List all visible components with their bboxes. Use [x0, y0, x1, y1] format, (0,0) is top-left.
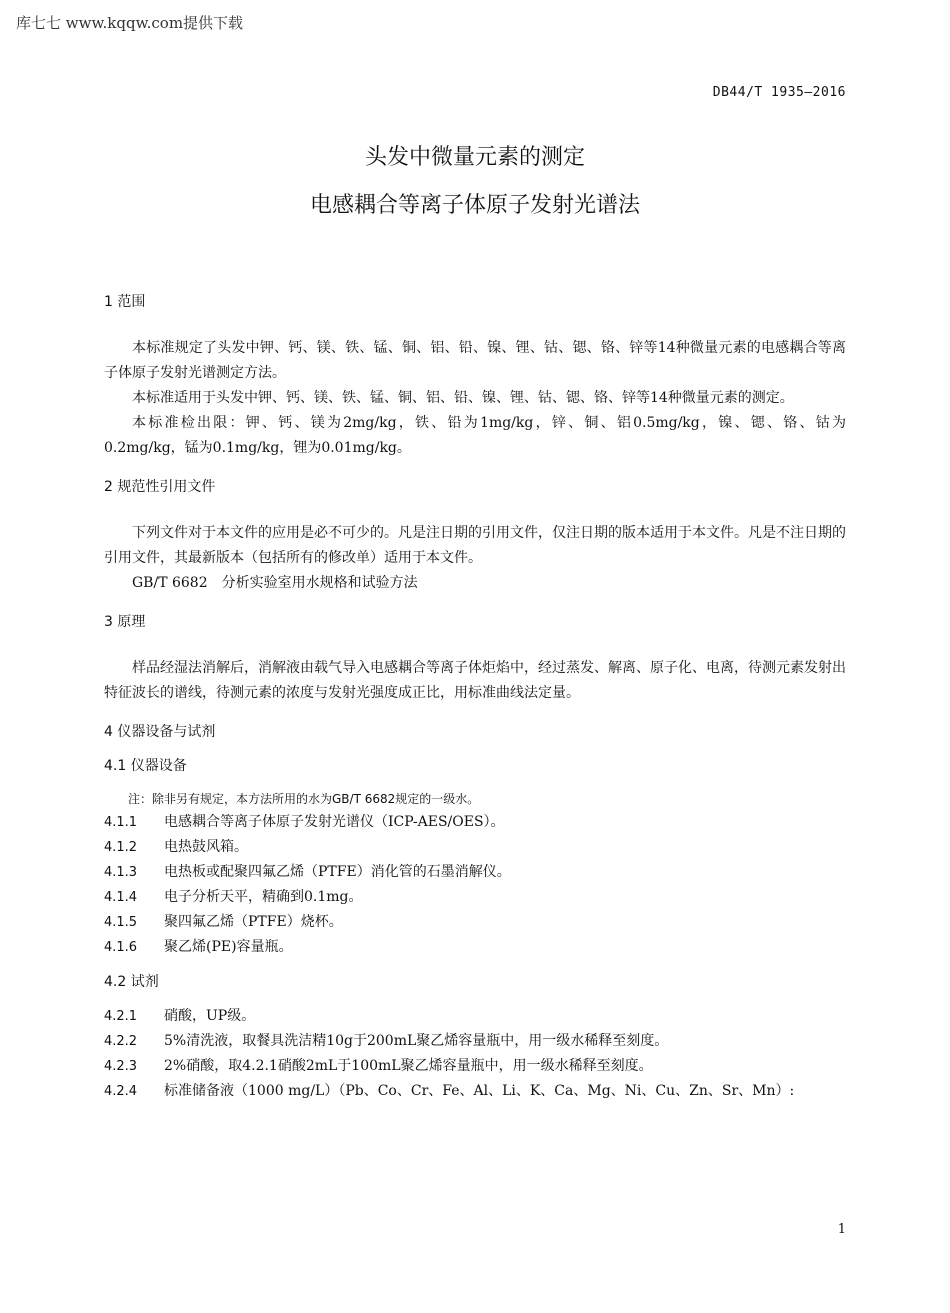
list-item [104, 835, 846, 860]
item-text: 聚乙烯(PE)容量瓶。 [164, 939, 293, 955]
item-text: 标准储备液（1000 mg/L）（Pb、Co、Cr、Fe、Al、Li、K、Ca、Mg、Ni、Cu、Zn、Sr、Mn）: [164, 1083, 795, 1099]
item-number: 4.2.1 [104, 1009, 138, 1024]
item-text: 电感耦合等离子体原子发射光谱仪（ICP-AES/OES）。 [164, 814, 505, 830]
document-title-line2: 电感耦合等离子体原子发射光谱法 [309, 193, 640, 218]
watermark-text: 库七七 www.kqqw.com提供下载 [16, 14, 244, 32]
item-number: 4.2.4 [104, 1084, 138, 1099]
subsection-heading-apparatus: 4.1 仪器设备 [104, 758, 187, 774]
item-number: 4.1.2 [104, 840, 138, 855]
section-heading-principle: 3 原理 [104, 614, 146, 630]
section-heading-references: 2 规范性引用文件 [104, 479, 216, 495]
list-item [104, 1054, 846, 1079]
subsection-heading-reagents: 4.2 试剂 [104, 974, 159, 990]
item-text: 聚四氟乙烯（PTFE）烧杯。 [164, 914, 343, 930]
item-number: 4.2.2 [104, 1034, 138, 1049]
item-number: 4.1.6 [104, 940, 138, 955]
document-body [104, 290, 846, 1104]
item-text: 5%清洗液，取餐具洗洁精10g于200mL聚乙烯容量瓶中，用一级水稀释至刻度。 [164, 1033, 669, 1049]
references-paragraph: 下列文件对于本文件的应用是必不可少的。凡是注日期的引用文件，仅注日期的版本适用于本文件。凡是不注日期的引用文件，其最新版本（包括所有的修改单）适用于本文件。 [104, 525, 846, 566]
list-item [104, 860, 846, 885]
item-text: 2%硝酸，取4.2.1硝酸2mL于100mL聚乙烯容量瓶中，用一级水稀释至刻度。 [164, 1058, 653, 1074]
list-item [104, 935, 846, 960]
list-item [104, 1029, 846, 1054]
standard-number: DB44/T 1935—2016 [712, 85, 846, 100]
list-item [104, 810, 846, 835]
item-text: 硝酸，UP级。 [164, 1008, 256, 1024]
scope-paragraph: 本标准适用于头发中钾、钙、镁、铁、锰、铜、铝、铅、镍、锂、钴、锶、铬、锌等14种微量元素的测定。 [132, 390, 794, 406]
water-note: 注：除非另有规定，本方法所用的水为GB/T 6682规定的一级水。 [128, 792, 480, 806]
list-item [104, 1004, 846, 1029]
item-number: 4.1.5 [104, 915, 138, 930]
list-item [104, 885, 846, 910]
scope-paragraph: 本标准检出限：钾、钙、镁为2mg/kg，铁、铅为1mg/kg，锌、铜、铝0.5mg/kg，镍、锶、铬、钴为0.2mg/kg，锰为0.1mg/kg，锂为0.01mg/kg。 [104, 415, 846, 456]
scope-paragraph: 本标准规定了头发中钾、钙、镁、铁、锰、铜、铝、铅、镍、锂、钴、锶、铬、锌等14种微量元素的电感耦合等离子体原子发射光谱测定方法。 [104, 340, 846, 381]
item-text: 电热鼓风箱。 [164, 839, 248, 855]
reference-entry: GB/T 6682 分析实验室用水规格和试验方法 [132, 575, 418, 591]
item-number: 4.2.3 [104, 1059, 138, 1074]
item-text: 电热板或配聚四氟乙烯（PTFE）消化管的石墨消解仪。 [164, 864, 511, 880]
principle-paragraph: 样品经湿法消解后，消解液由载气导入电感耦合等离子体炬焰中，经过蒸发、解离、原子化、电离，待测元素发射出特征波长的谱线，待测元素的浓度与发射光强度成正比，用标准曲线法定量。 [104, 660, 846, 701]
item-number: 4.1.1 [104, 815, 138, 830]
list-item [104, 1079, 846, 1104]
document-title-line1: 头发中微量元素的测定 [364, 145, 585, 170]
item-text: 电子分析天平，精确到0.1mg。 [164, 889, 363, 905]
list-item [104, 910, 846, 935]
section-heading-apparatus-reagents: 4 仪器设备与试剂 [104, 724, 216, 740]
page-number: 1 [837, 1222, 846, 1237]
section-heading-scope: 1 范围 [104, 294, 146, 310]
item-number: 4.1.3 [104, 865, 138, 880]
item-number: 4.1.4 [104, 890, 138, 905]
